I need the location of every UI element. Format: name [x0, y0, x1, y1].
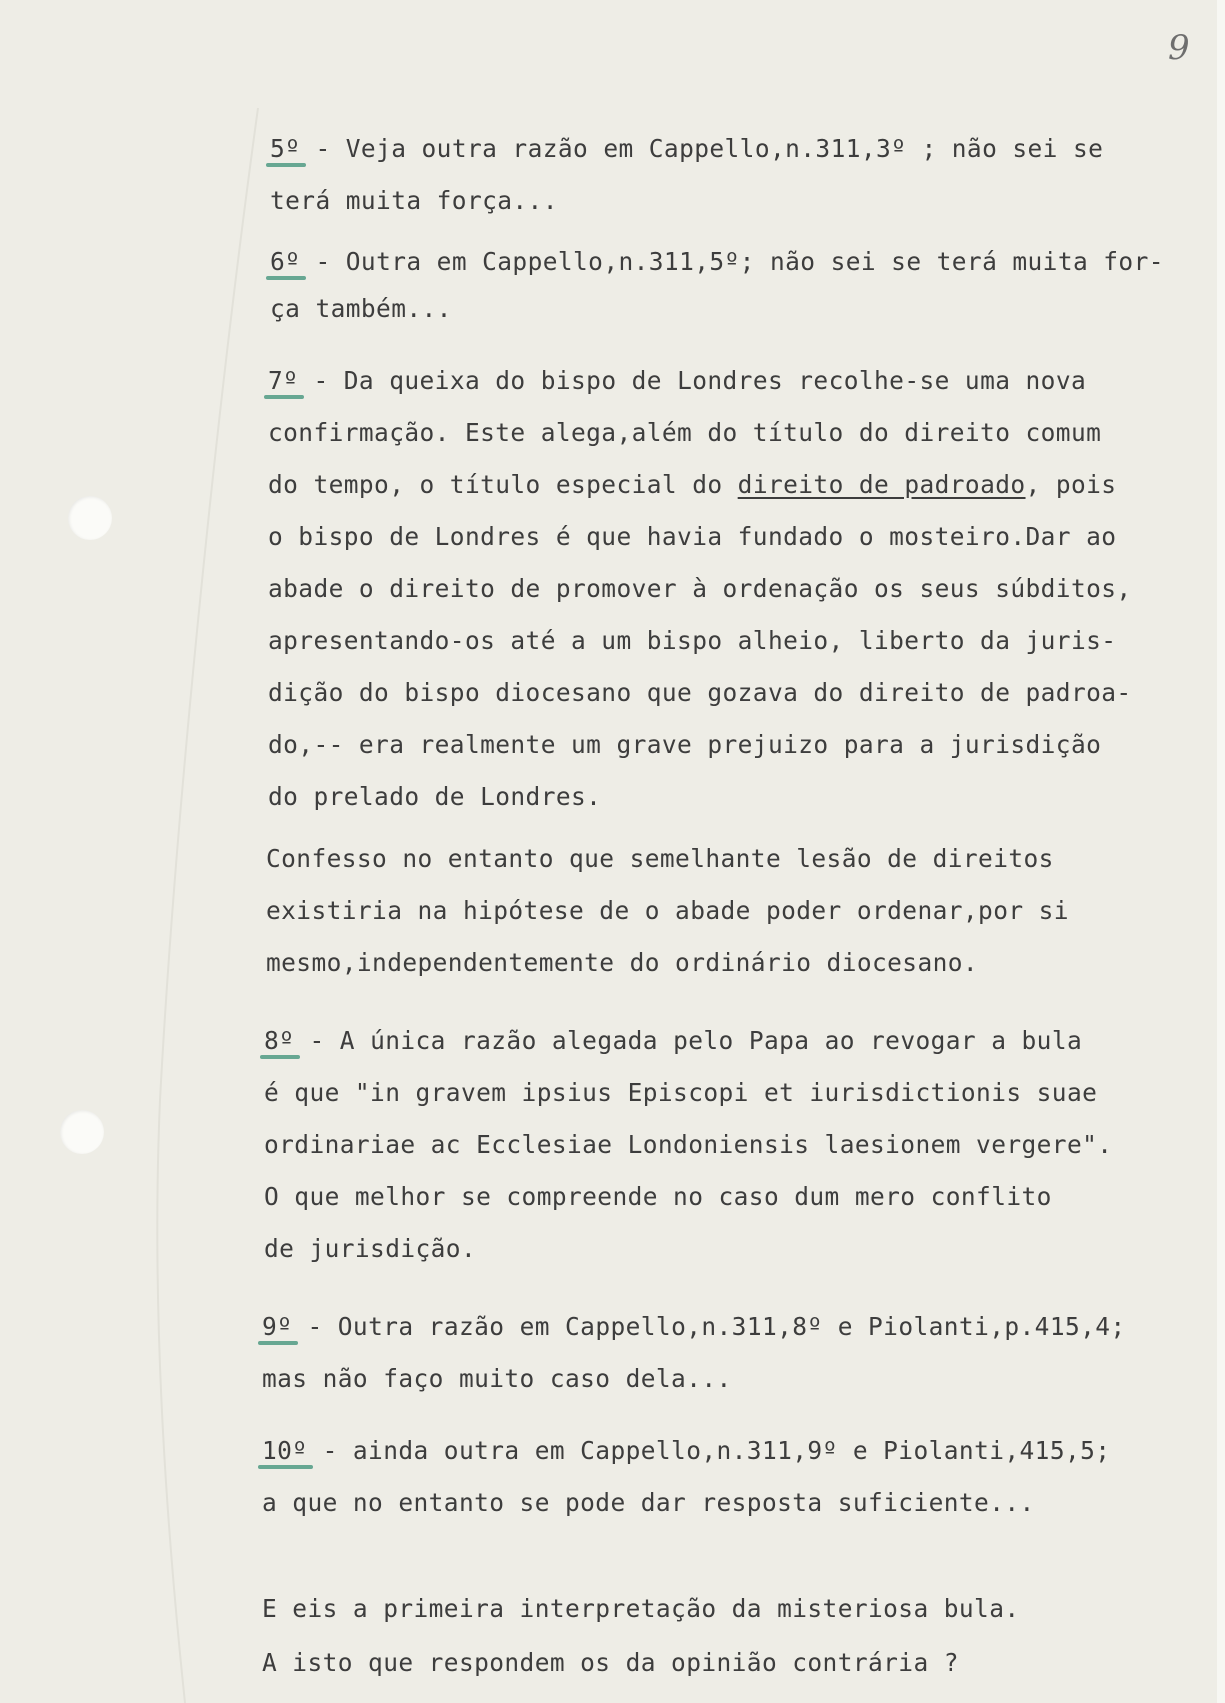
- confesso-line-2: existiria na hipótese de o abade poder ordenar,por si: [266, 896, 1069, 925]
- underlined-phrase: direito de padroado: [737, 470, 1026, 499]
- item-7-line-9: do prelado de Londres.: [268, 782, 602, 811]
- item-number: 5º: [270, 134, 301, 163]
- item-7-line-8: do,-- era realmente um grave prejuizo para a jurisdição: [268, 730, 1102, 759]
- item-7-line-1: 7º - Da queixa do bispo de Londres recolhe-se uma nova: [268, 366, 1087, 395]
- closing-line-2: A isto que respondem os da opinião contrária ?: [262, 1648, 959, 1677]
- item-9-line-1: 9º - Outra razão em Cappello,n.311,8º e Piolanti,p.415,4;: [262, 1312, 1126, 1341]
- item-5-line-1: 5º - Veja outra razão em Cappello,n.311,3º ; não sei se: [270, 134, 1104, 163]
- item-6-line-1: 6º - Outra em Cappello,n.311,5º; não sei se terá muita for-: [270, 247, 1164, 276]
- item-7-line-5: abade o direito de promover à ordenação os seus súbditos,: [268, 574, 1132, 603]
- item-7-line-7: dição do bispo diocesano que gozava do direito de padroa-: [268, 678, 1132, 707]
- item-number: 8º: [264, 1026, 295, 1055]
- item-10-line-1: 10º - ainda outra em Cappello,n.311,9º e Piolanti,415,5;: [262, 1436, 1111, 1465]
- item-6-line-2: ça também...: [270, 294, 452, 323]
- item-number: 10º: [262, 1436, 308, 1465]
- item-8-line-5: de jurisdição.: [264, 1234, 477, 1263]
- confesso-line-1: Confesso no entanto que semelhante lesão de direitos: [266, 844, 1054, 873]
- item-7-line-4: o bispo de Londres é que havia fundado o mosteiro.Dar ao: [268, 522, 1117, 551]
- item-7-line-6: apresentando-os até a um bispo alheio, liberto da juris-: [268, 626, 1117, 655]
- punch-hole: [60, 1110, 104, 1154]
- item-7-line-3: do tempo, o título especial do direito de padroado, pois: [268, 470, 1117, 499]
- item-number: 6º: [270, 247, 301, 276]
- item-7-line-2: confirmação. Este alega,além do título do direito comum: [268, 418, 1102, 447]
- item-8-line-1: 8º - A única razão alegada pelo Papa ao revogar a bula: [264, 1026, 1083, 1055]
- punch-hole: [68, 496, 112, 540]
- item-number: 7º: [268, 366, 299, 395]
- item-number: 9º: [262, 1312, 293, 1341]
- page-edge: [1217, 0, 1225, 1703]
- item-8-line-3: ordinariae ac Ecclesiae Londoniensis laesionem vergere".: [264, 1130, 1113, 1159]
- item-8-line-4: O que melhor se compreende no caso dum mero conflito: [264, 1182, 1052, 1211]
- item-5-line-2: terá muita força...: [270, 186, 558, 215]
- item-10-line-2: a que no entanto se pode dar resposta suficiente...: [262, 1488, 1035, 1517]
- confesso-line-3: mesmo,independentemente do ordinário diocesano.: [266, 948, 979, 977]
- item-9-line-2: mas não faço muito caso dela...: [262, 1364, 732, 1393]
- closing-line-1: E eis a primeira interpretação da misteriosa bula.: [262, 1594, 1020, 1623]
- item-8-line-2: é que "in gravem ipsius Episcopi et iurisdictionis suae: [264, 1078, 1098, 1107]
- page-number: 9: [1168, 28, 1190, 68]
